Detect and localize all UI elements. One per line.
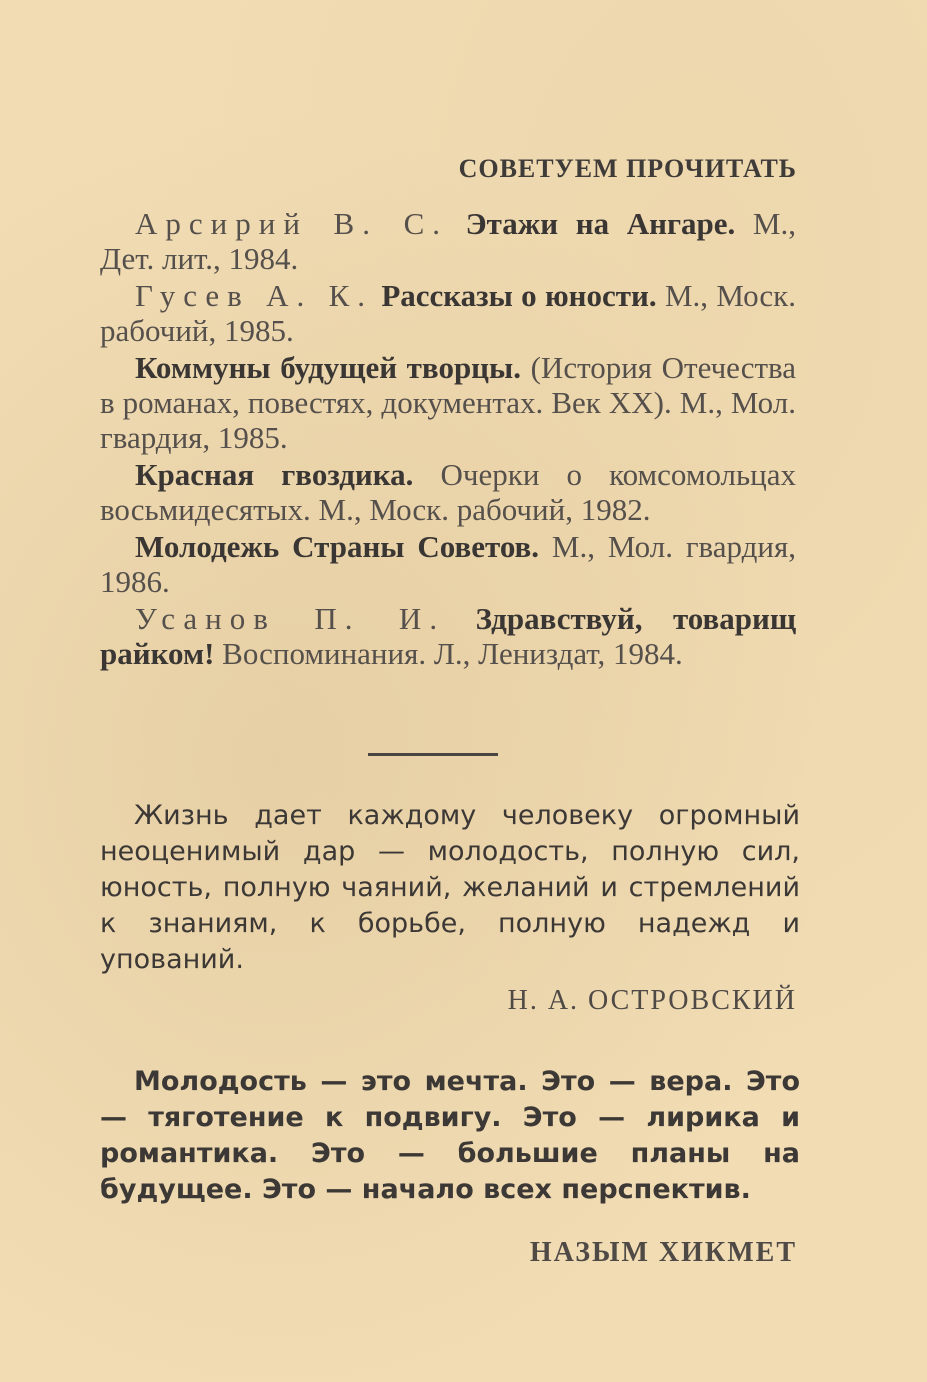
- epigraph-quote: [100, 798, 800, 978]
- bibliography-entry: [100, 601, 796, 671]
- bibliography-entry: [100, 206, 796, 276]
- entry-title: Красная гвоздика.: [135, 457, 414, 492]
- quote-text: Молодость — это мечта. Это — вера. Это — тяготение к подвигу. Это — лирика и романтика. Это — большие планы на будущее. Это — начало всех перспектив.: [100, 1066, 800, 1205]
- bibliography-list: [100, 206, 796, 673]
- bibliography-entry: [100, 457, 796, 527]
- entry-details: (История Отечества в романах, повестях, документах. Век XX). М., Мол. гвардия, 1985.: [100, 350, 797, 455]
- section-divider: [368, 753, 498, 756]
- section-heading: СОВЕТУЕМ ПРОЧИТАТЬ: [458, 154, 797, 183]
- entry-details: М., Моск. рабочий, 1985.: [100, 278, 796, 348]
- entry-details: М., Дет. лит., 1984.: [100, 206, 796, 276]
- quote-text: Жизнь дает каждому человеку огромный неоценимый дар — молодость, полную сил, юность, полную чаяний, желаний и стремлений к знаниям, к борьбе, полную надежд и упований.: [100, 800, 800, 975]
- entry-title: Коммуны будущей творцы.: [135, 350, 521, 385]
- quote-author: НАЗЫМ ХИКМЕТ: [529, 1237, 797, 1268]
- epigraph-quote: [100, 1064, 800, 1208]
- entry-title: Этажи на Ангаре.: [465, 206, 736, 241]
- bibliography-entry: [100, 278, 796, 348]
- entry-title: Рассказы о юности.: [381, 278, 657, 313]
- bibliography-entry: [100, 529, 796, 599]
- entry-details: Воспоминания. Л., Лениздат, 1984.: [222, 636, 683, 671]
- entry-author: Арсирий В. С.: [135, 206, 449, 241]
- entry-title: Здравствуй, товарищ райком!: [100, 601, 797, 671]
- entry-author: Гусев А. К.: [135, 278, 373, 313]
- entry-author: Усанов П. И.: [135, 601, 446, 636]
- entry-title: Молодежь Страны Советов.: [135, 529, 540, 564]
- quote-author: Н. А. ОСТРОВСКИЙ: [507, 985, 797, 1016]
- entry-details: Очерки о комсомольцах восьмидесятых. М., Моск. рабочий, 1982.: [100, 457, 796, 527]
- bibliography-entry: [100, 350, 796, 455]
- entry-details: М., Мол. гвардия, 1986.: [100, 529, 796, 599]
